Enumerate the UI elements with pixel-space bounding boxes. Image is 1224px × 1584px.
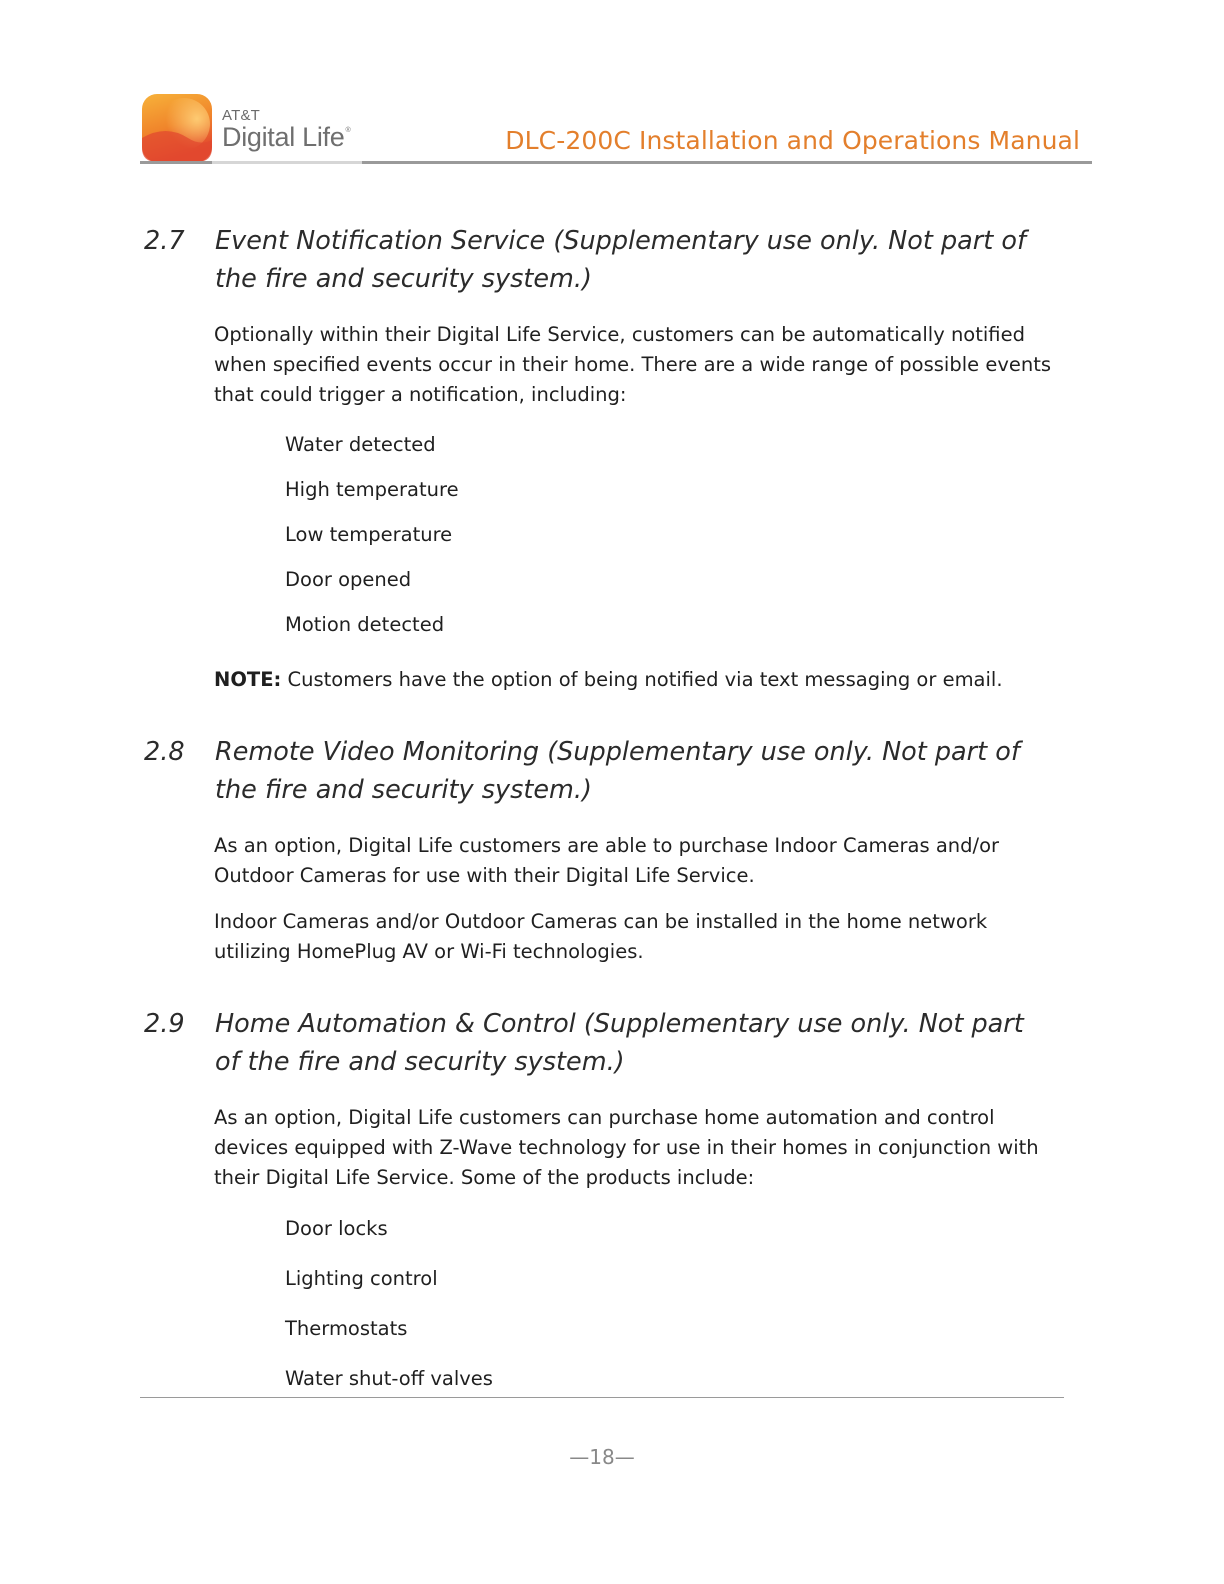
section-title-line-2: the fire and security system.) bbox=[215, 264, 592, 294]
brand-main: Digital Life bbox=[222, 122, 345, 152]
paragraph bbox=[214, 320, 1064, 410]
paragraph-line: Outdoor Cameras for use with their Digital Life Service. bbox=[214, 864, 755, 887]
digital-life-logo-icon bbox=[142, 94, 212, 162]
paragraph-line: when specified events occur in their home. There are a wide range of possible events bbox=[214, 353, 1052, 376]
list-item: High temperature bbox=[285, 478, 459, 501]
paragraph-line: Indoor Cameras and/or Outdoor Cameras can be installed in the home network bbox=[214, 910, 988, 933]
paragraph-line: As an option, Digital Life customers can purchase home automation and control bbox=[214, 1106, 995, 1129]
section-title-line-2: the fire and security system.) bbox=[215, 775, 592, 805]
list-item: Water detected bbox=[285, 433, 436, 456]
list-item: Lighting control bbox=[285, 1267, 438, 1290]
brand-wordmark bbox=[222, 108, 350, 151]
paragraph-line: As an option, Digital Life customers are able to purchase Indoor Cameras and/or bbox=[214, 834, 1000, 857]
section-number: 2.9 bbox=[144, 1009, 185, 1039]
brand-registered-mark: ® bbox=[345, 127, 351, 134]
note-label: NOTE: bbox=[214, 668, 282, 691]
note-text: Customers have the option of being notified via text messaging or email. bbox=[281, 668, 1003, 691]
list-item: Door opened bbox=[285, 568, 412, 591]
page-header bbox=[140, 92, 1092, 164]
section-title-line-2: of the fire and security system.) bbox=[215, 1047, 625, 1077]
section-title-line-1: Remote Video Monitoring (Supplementary use only. Not part of bbox=[215, 737, 1020, 767]
section-2-9 bbox=[144, 1005, 1064, 1393]
paragraph-line: devices equipped with Z-Wave technology for use in their homes in conjunction with bbox=[214, 1136, 1039, 1159]
section-heading bbox=[144, 222, 1064, 298]
list-item: Water shut-off valves bbox=[285, 1367, 493, 1390]
paragraph bbox=[214, 907, 1064, 967]
paragraph-line: Optionally within their Digital Life Service, customers can be automatically notified bbox=[214, 323, 1025, 346]
product-list bbox=[144, 1215, 1064, 1393]
header-rule-light-segment bbox=[212, 161, 362, 164]
list-item: Low temperature bbox=[285, 523, 453, 546]
footer-rule bbox=[140, 1397, 1064, 1398]
section-heading bbox=[144, 1005, 1064, 1081]
list-item: Thermostats bbox=[285, 1317, 408, 1340]
list-item: Door locks bbox=[285, 1217, 388, 1240]
section-2-8 bbox=[144, 733, 1064, 967]
paragraph-line: their Digital Life Service. Some of the products include: bbox=[214, 1166, 755, 1189]
section-number: 2.7 bbox=[144, 226, 185, 256]
brand-att-text: AT&T bbox=[222, 107, 261, 124]
paragraph bbox=[214, 1103, 1064, 1193]
section-title-line-1: Home Automation & Control (Supplementary use only. Not part bbox=[215, 1009, 1024, 1039]
section-number: 2.8 bbox=[144, 737, 185, 767]
section-title-line-1: Event Notification Service (Supplementary use only. Not part of bbox=[215, 226, 1026, 256]
paragraph bbox=[214, 831, 1064, 891]
section-heading bbox=[144, 733, 1064, 809]
paragraph-line: that could trigger a notification, including: bbox=[214, 383, 627, 406]
list-item: Motion detected bbox=[285, 613, 445, 636]
manual-title: DLC-200C Installation and Operations Manual bbox=[505, 126, 1080, 155]
paragraph-line: utilizing HomePlug AV or Wi-Fi technologies. bbox=[214, 940, 644, 963]
event-list bbox=[144, 431, 1064, 639]
note-paragraph bbox=[214, 665, 1064, 695]
brand-digital-life-text bbox=[222, 124, 350, 151]
section-2-7 bbox=[144, 222, 1064, 695]
page-number: —18— bbox=[569, 1445, 635, 1469]
